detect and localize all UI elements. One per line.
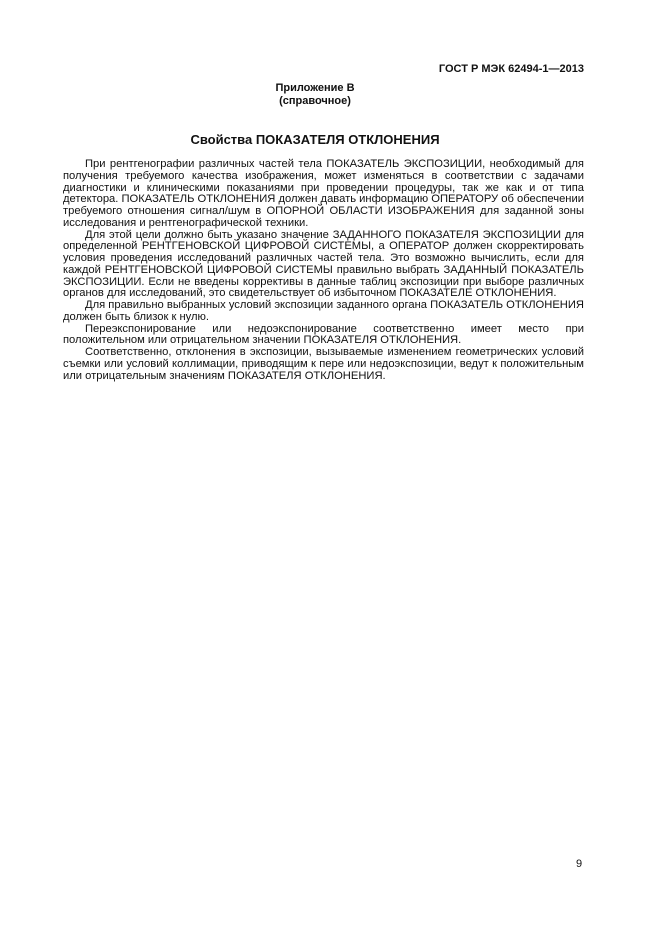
paragraph: Для этой цели должно быть указано значение ЗАДАННОГО ПОКАЗАТЕЛЯ ЭКСПОЗИЦИИ для определенной РЕНТГЕНОВСКОЙ ЦИФРОВОЙ СИСТЕМЫ, а ОПЕРАТОР должен скорректировать условия проведения исследований различных частей тела. Это возможно вычислить, если для каждой РЕНТГЕНОВСКОЙ ЦИФРОВОЙ СИСТЕМЫ правильно выбрать ЗАДАННЫЙ ПОКАЗАТЕЛЬ ЭКСПОЗИЦИИ. Если не введены коррективы в данные таблиц экспозиции при выборе различных органов для исследований, это свидетельствует об избыточном ПОКАЗАТЕЛЕ ОТКЛОНЕНИЯ. xyxy=(63,228,584,300)
paragraph: Переэкспонирование или недоэкспонирование соответственно имеет место при положительном или отрицательном значении ПОКАЗАТЕЛЯ ОТКЛОНЕНИЯ. xyxy=(63,322,584,347)
page-number: 9 xyxy=(576,858,583,870)
section-title: Свойства ПОКАЗАТЕЛЯ ОТКЛОНЕНИЯ xyxy=(190,132,440,147)
annex-type: (справочное) xyxy=(279,95,351,107)
standard-designation: ГОСТ Р МЭК 62494-1—2013 xyxy=(438,63,584,75)
paragraph: Соответственно, отклонения в экспозиции, вызываемые изменением геометрических условий съемки или условий коллимации, приводящим к пере или недоэкспозиции, ведут к положительным или отрицательным значениям ПОКАЗАТЕЛЯ ОТКЛОНЕНИЯ. xyxy=(63,346,584,382)
annex-heading xyxy=(0,82,630,108)
paragraph: При рентгенографии различных частей тела ПОКАЗАТЕЛЬ ЭКСПОЗИЦИИ, необходимый для получения требуемого качества изображения, может изменяться в соответствии с задачами диагностики и клиническими показаниями при проведении процедуры, так же как и от типа детектора. ПОКАЗАТЕЛЬ ОТКЛОНЕНИЯ должен давать информацию ОПЕРАТОРУ об обеспечении требуемого отношения сигнал/шум в ОПОРНОЙ ОБЛАСТИ ИЗОБРАЖЕНИЯ для заданной зоны исследования и рентгенографической техники. xyxy=(63,158,584,229)
paragraph: Для правильно выбранных условий экспозиции заданного органа ПОКАЗАТЕЛЬ ОТКЛОНЕНИЯ должен быть близок к нулю. xyxy=(63,299,584,323)
annex-label: Приложение В xyxy=(275,82,355,94)
body-text xyxy=(63,159,584,382)
